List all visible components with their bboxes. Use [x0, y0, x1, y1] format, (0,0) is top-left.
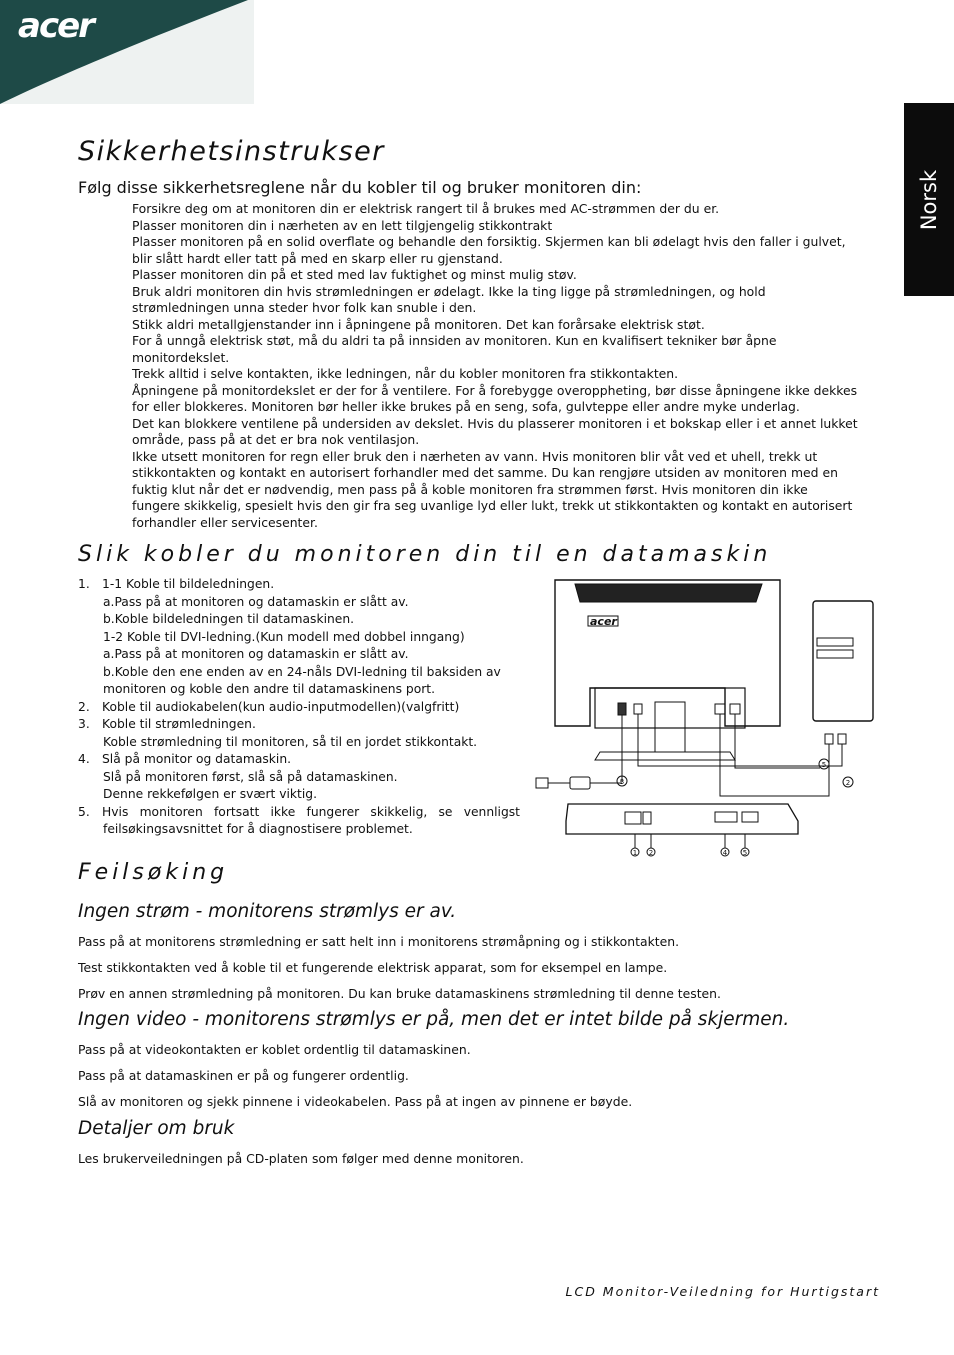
step-row: [78, 804, 520, 822]
step-row: [78, 769, 520, 787]
step-row: [78, 699, 520, 717]
step-row: [78, 576, 520, 594]
callout-number: 2: [845, 779, 851, 787]
no-video-item: Pass på at datamaskinen er på og fungerer ordentlig.: [78, 1068, 409, 1083]
step-row: [78, 594, 520, 612]
step-text: Koble til audiokabelen(kun audio-inputmodellen)(valgfritt): [102, 699, 460, 714]
safety-line: fuktig klut når det er nødvendig, men pass på å koble monitoren fra strømmen først. Hvis monitoren din ikke: [132, 481, 808, 497]
step-text: b.Koble den ene enden av en 24-nåls DVI-ledning til baksiden av: [103, 664, 501, 679]
step-row: [78, 664, 520, 682]
language-tab: [904, 103, 954, 296]
callout-number: 5: [821, 761, 827, 769]
step-text: Slå på monitor og datamaskin.: [102, 752, 292, 766]
no-power-item: Pass på at monitorens strømledning er satt helt inn i monitorens strømåpning og i stikkontakten.: [78, 934, 680, 949]
step-row: [78, 786, 520, 804]
step-text: feilsøkingsavsnittet for å diagnostisere problemet.: [103, 822, 413, 836]
step-text: Koble til strømledningen.: [102, 717, 256, 731]
step-row: [78, 646, 520, 664]
step-row: [78, 629, 520, 647]
step-row: [78, 751, 520, 769]
step-text: b.Koble bildeledningen til datamaskinen.: [103, 612, 355, 626]
safety-intro: Følg disse sikkerhetsreglene når du kobler til og bruker monitoren din:: [78, 178, 642, 197]
step-text: monitoren og koble den andre til datamaskinens port.: [103, 682, 436, 696]
no-power-item: Test stikkontakten ved å koble til et fungerende elektrisk apparat, som for eksempel en lampe.: [78, 960, 668, 975]
safety-line: Åpningene på monitordekslet er der for å ventilere. For å forebygge overoppheting, bør disse åpningene ikke dekkes: [132, 382, 858, 398]
step-number: 5.: [78, 804, 90, 819]
acer-logo: acer: [18, 6, 93, 46]
safety-line: fungere skikkelig, spesielt hvis den gir fra seg uvanlige lyd eller lukt, trekk ut stikkontakten og kontakt en autorisert: [132, 498, 853, 513]
safety-line: Plasser monitoren din i nærheten av en lett tilgjengelig stikkontrakt: [132, 217, 553, 233]
connect-title: Slik kobler du monitoren din til en datamaskin: [78, 542, 772, 567]
callout-number: 1: [632, 849, 638, 857]
step-number: 4.: [78, 752, 90, 766]
safety-line: Trekk alltid i selve kontakten, ikke ledningen, når du kobler monitoren fra stikkontakten.: [132, 366, 679, 381]
safety-list: [132, 201, 882, 531]
step-number: 1.: [78, 577, 90, 591]
step-number: 2.: [78, 699, 90, 714]
step-text: Hvis monitoren fortsatt ikke fungerer skikkelig, se vennligst: [102, 804, 520, 819]
safety-line: Plasser monitoren din på et sted med lav fuktighet og minst mulig støv.: [132, 267, 577, 282]
safety-line: Bruk aldri monitoren din hvis strømledningen er ødelagt. Ikke la ting ligge på strømledningen, og hold: [132, 283, 766, 299]
no-video-item: Slå av monitoren og sjekk pinnene i videokabelen. Pass på at ingen av pinnene er bøyde.: [78, 1094, 633, 1109]
no-video-item: Pass på at videokontakten er koblet ordentlig til datamaskinen.: [78, 1042, 471, 1057]
step-row: [78, 681, 520, 699]
safety-title: Sikkerhetsinstrukser: [78, 136, 385, 167]
safety-line: Ikke utsett monitoren for regn eller bruk den i nærheten av vann. Hvis monitoren blir våt ved et uhell, trekk ut: [132, 448, 818, 464]
troubleshooting-title: Feilsøking: [78, 860, 229, 885]
no-power-heading: Ingen strøm - monitorens strømlys er av.: [78, 901, 457, 922]
step-text: 1-1 Koble til bildeledningen.: [102, 577, 275, 591]
step-text: Koble strømledning til monitoren, så til en jordet stikkontakt.: [103, 734, 478, 749]
step-row: [78, 734, 520, 752]
step-text: 1-2 Koble til DVI-ledning.(Kun modell med dobbel inngang): [103, 629, 465, 644]
connect-steps: [78, 576, 520, 839]
step-row: [78, 821, 520, 839]
safety-line: For å unngå elektrisk støt, må du aldri ta på innsiden av monitoren. Kun en kvalifisert tekniker bør åpne: [132, 333, 777, 348]
step-text: Slå på monitoren først, slå så på datamaskinen.: [103, 769, 398, 784]
safety-line: Stikk aldri metallgjenstander inn i åpningene på monitoren. Det kan forårsake elektrisk støt.: [132, 316, 705, 332]
step-text: Denne rekkefølgen er svært viktig.: [103, 787, 318, 801]
callout-number: 5: [742, 849, 748, 857]
callout-number: 2: [648, 849, 654, 857]
connection-diagram: [530, 576, 880, 861]
step-row: [78, 611, 520, 629]
step-text: a.Pass på at monitoren og datamaskin er slått av.: [103, 647, 409, 661]
usage-details-heading: Detaljer om bruk: [78, 1118, 235, 1139]
footer-title: LCD Monitor-Veiledning for Hurtigstart: [565, 1284, 880, 1299]
no-power-item: Prøv en annen strømledning på monitoren. Du kan bruke datamaskinens strømledning til denne testen.: [78, 986, 721, 1001]
step-text: a.Pass på at monitoren og datamaskin er slått av.: [103, 594, 409, 609]
safety-line: forhandler eller servicesenter.: [132, 514, 318, 530]
no-video-heading: Ingen video - monitorens strømlys er på, men det er intet bilde på skjermen.: [78, 1009, 790, 1030]
safety-line: stikkontakten og kontakt en autorisert forhandler med det samme. Du kan rengjøre utsiden av monitoren med en: [132, 465, 838, 480]
safety-line: Forsikre deg om at monitoren din er elektrisk rangert til å brukes med AC-strømmen der du er.: [132, 201, 720, 216]
callout-number: 4: [722, 849, 728, 857]
step-number: 3.: [78, 717, 90, 731]
safety-line: blir slått hardt eller tatt på med en skarp eller ru gjenstand.: [132, 250, 503, 266]
safety-line: Det kan blokkere ventilene på undersiden av dekslet. Hvis du plasserer monitoren i et bokskap eller i et annet lukket: [132, 415, 858, 431]
usage-details-text: Les brukerveiledningen på CD-platen som følger med denne monitoren.: [78, 1151, 524, 1166]
callout-number: 3: [619, 778, 625, 786]
safety-line: strømledningen unna steder hvor folk kan snuble i den.: [132, 300, 477, 315]
step-row: [78, 716, 520, 734]
monitor-logo: acer: [590, 615, 617, 628]
safety-line: monitordekslet.: [132, 349, 230, 365]
safety-line: Plasser monitoren på en solid overflate og behandle den forsiktig. Skjermen kan bli ødelagt hvis den faller i gulvet,: [132, 234, 846, 249]
safety-line: for eller blokkeres. Monitoren bør heller ikke brukes på en seng, sofa, gulvteppe eller andre myke underlag.: [132, 399, 800, 414]
language-label: Norsk: [917, 169, 942, 230]
safety-line: område, pass på at det er bra nok ventilasjon.: [132, 432, 420, 447]
